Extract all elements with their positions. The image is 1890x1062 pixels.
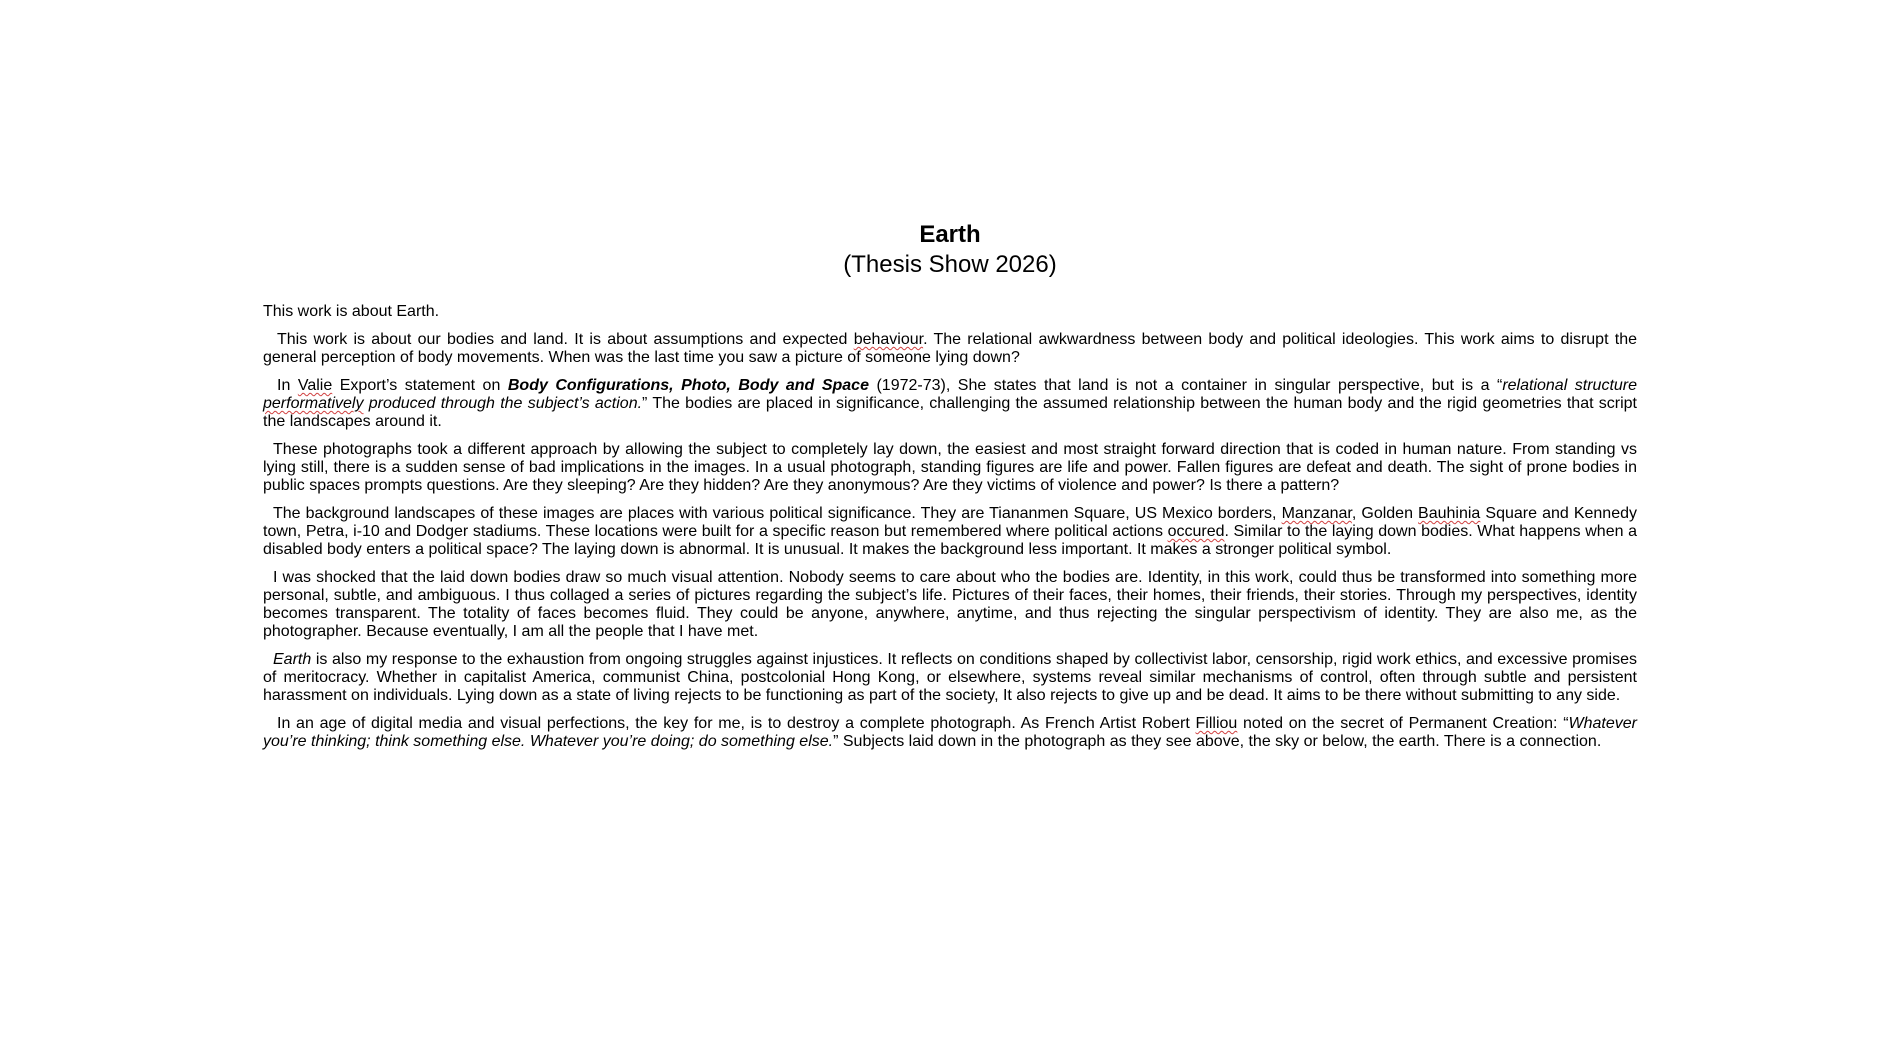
quote-text: Whatever you’re thinking; think something else. Whatever you’re doing; do something else. [263,715,1637,750]
spellcheck-word[interactable]: Bauhinia [1418,505,1481,522]
document-subtitle: (Thesis Show 2026) [843,251,1057,278]
paragraph-8: In an age of digital media and visual perfections, the key for me, is to destroy a complete photograph. As French Artist Robert Filliou noted on the secret of Permanent Creation: “Whatever you’re thinking; think something else. Whatever you’re doing; do something else.” Subjects laid down in the photograph as they see above, the sky or below, the earth. There is a connection. [263,715,1637,750]
paragraph-6: I was shocked that the laid down bodies draw so much visual attention. Nobody seems to care about who the bodies are. Identity, in this work, could thus be transformed into something more personal, subtle, and ambiguous. I thus collaged a series of pictures regarding the subject’s life. Pictures of their faces, their homes, their friends, their stories. Through my perspectives, identity becomes transparent. The totality of faces becomes fluid. They could be anyone, anywhere, anytime, and thus rejecting the singular perspectivism of identity. They are also me, as the photographer. Because eventually, I am all the people that I have met. [263,569,1637,640]
spellcheck-word[interactable]: Manzanar [1281,505,1352,522]
spellcheck-word[interactable]: occured [1167,523,1225,540]
earth-title: Earth [273,651,312,668]
paragraph-3: In Valie Export’s statement on Body Configurations, Photo, Body and Space (1972-73), She states that land is not a container in singular perspective, but is a “relational structure performatively produced through the subject’s action.” The bodies are placed in significance, challenging the assumed relationship between the human body and the rigid geometries that script the landscapes around it. [263,377,1638,430]
spellcheck-word[interactable]: Valie [297,377,333,394]
spellcheck-word[interactable]: Filliou [1195,715,1238,732]
document-page [263,216,1637,761]
spellcheck-word[interactable]: behaviour [853,331,924,348]
artwork-title: Body Configurations, Photo, Body and Space [507,377,869,394]
paragraph-1: This work is about Earth. [263,303,440,320]
spellcheck-word[interactable]: performatively [263,395,364,412]
paragraph-7: Earth is also my response to the exhaustion from ongoing struggles against injustices. It reflects on conditions shaped by collectivist labor, censorship, rigid work ethics, and excessive promises of meritocracy. Whether in capitalist America, communist China, postcolonial Hong Kong, or elsewhere, systems reveal similar mechanisms of control, often through subtle and persistent harassment on individuals. Lying down as a state of living rejects to be functioning as part of the society, It also rejects to give up and be dead. It aims to be there without submitting to any side. [263,651,1637,704]
paragraph-4: These photographs took a different approach by allowing the subject to completely lay down, the easiest and most straight forward direction that is coded in human nature. From standing vs lying still, there is a sudden sense of bad implications in the images. In a usual photograph, standing figures are life and power. Fallen figures are defeat and death. The sight of prone bodies in public spaces prompts questions. Are they sleeping? Are they hidden? Are they anonymous? Are they victims of violence and power? Is there a pattern? [263,441,1637,494]
document-title: Earth [919,221,981,248]
paragraph-2: This work is about our bodies and land. It is about assumptions and expected behaviour. The relational awkwardness between body and political ideologies. This work aims to disrupt the general perception of body movements. When was the last time you saw a picture of someone lying down? [263,331,1638,366]
paragraph-5: The background landscapes of these images are places with various political significance. They are Tiananmen Square, US Mexico borders, Manzanar, Golden Bauhinia Square and Kennedy town, Petra, i-10 and Dodger stadiums. These locations were built for a specific reason but remembered where political actions occured. Similar to the laying down bodies. What happens when a disabled body enters a political space? The laying down is abnormal. It is unusual. It makes the background less important. It makes a stronger political symbol. [263,505,1638,558]
